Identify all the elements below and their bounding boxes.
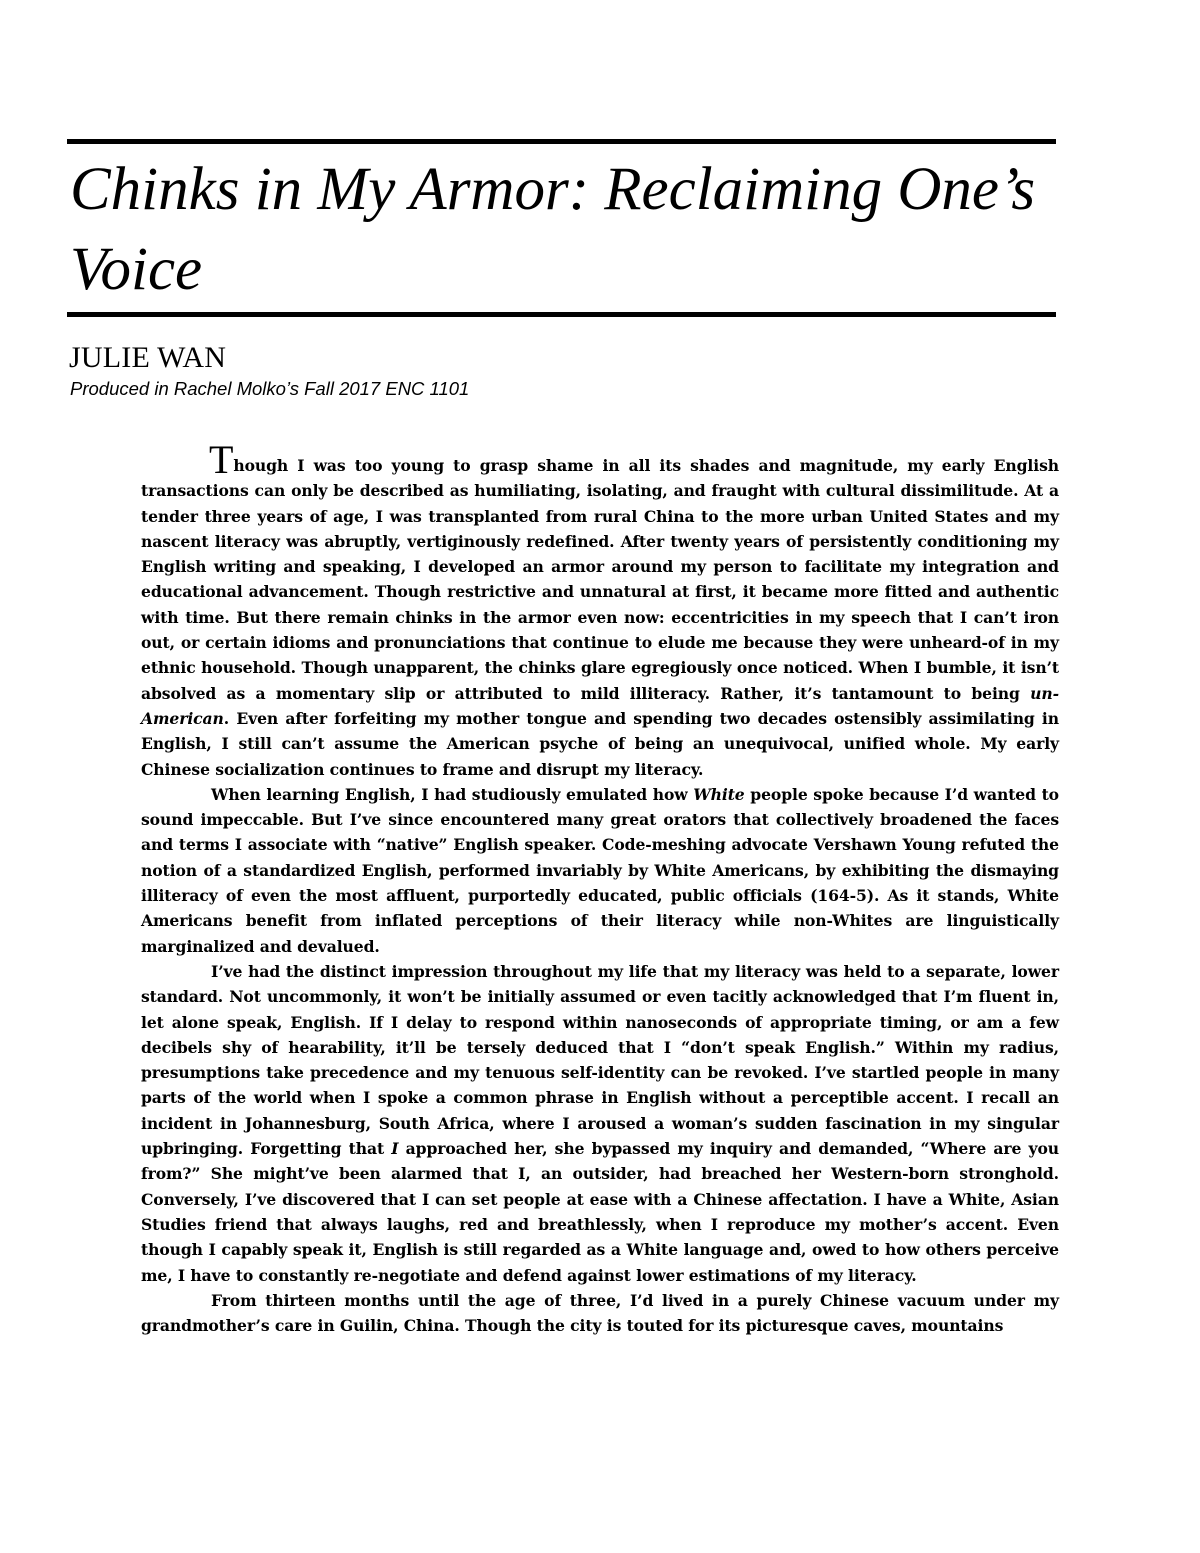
drop-cap: T [209, 437, 234, 482]
article-body [141, 437, 1059, 1338]
author-name: JULIE WAN [69, 341, 227, 374]
paragraph-1-emphasis: un-American [141, 683, 1059, 728]
paragraph-1-text-b: . Even after forfeiting my mother tongue and spending two decades ostensibly assimilating in English, I still can’t assume the American psyche of being an unequivocal, unified whole. My early Chinese socialization continues to frame and disrupt my literacy. [141, 708, 1059, 779]
paragraph-2-emphasis: White [693, 784, 745, 804]
paragraph-3-emphasis: I [391, 1139, 399, 1159]
title-top-rule [67, 139, 1056, 144]
paragraph-2-text-b: people spoke because I’d wanted to sound impeccable. But I’ve since encountered many great orators that collectively broadened the faces and terms I associate with “native” English speaker. Code-meshing advocate Vershawn Young refuted the notion of a standardized English, performed invariably by White Americans, by exhibiting the dismaying illiteracy of even the most affluent, purportedly educated, public officials (164-5). As it stands, White Americans benefit from inflated perceptions of their literacy while non-Whites are linguistically marginalized and devalued. [141, 784, 1059, 956]
paragraph-4 [141, 1288, 1059, 1339]
paragraph-1-text-a: hough I was too young to grasp shame in all its shades and magnitude, my early English transactions can only be described as humiliating, isolating, and fraught with cultural dissimilitude. At a tender three years of age, I was transplanted from rural China to the more urban United States and my nascent literacy was abruptly, vertiginously redefined. After twenty years of persistently conditioning my English writing and speaking, I developed an armor around my person to facilitate my integration and educational advancement. Though restrictive and unnatural at first, it became more fitted and authentic with time. But there remain chinks in the armor even now: eccentricities in my speech that I can’t iron out, or certain idioms and pronunciations that continue to elude me because they were unheard-of in my ethnic household. Though unapparent, the chinks glare egregiously once noticed. When I bumble, it isn’t absolved as a momentary slip or attributed to mild illiteracy. Rather, it’s tantamount to being [141, 456, 1059, 703]
paragraph-1 [141, 437, 1059, 782]
paragraph-2-text-a: When learning English, I had studiously emulated how [211, 784, 694, 804]
article-title: Chinks in My Armor: Reclaiming One’s Voice [70, 156, 1036, 303]
paragraph-2 [141, 782, 1059, 959]
paragraph-3 [141, 959, 1059, 1288]
paragraph-3-text-b: approached her, she bypassed my inquiry and demanded, “Where are you from?” She might’ve been alarmed that I, an outsider, had breached her Western-born stronghold. Conversely, I’ve discovered that I can set people at ease with a Chinese affectation. I have a White, Asian Studies friend that always laughs, red and breathlessly, when I reproduce my mother’s accent. Even though I capably speak it, English is still regarded as a White language and, owed to how others perceive me, I have to constantly re-negotiate and defend against lower estimations of my literacy. [141, 1139, 1059, 1285]
course-note: Produced in Rachel Molko’s Fall 2017 ENC 1101 [70, 378, 470, 399]
paragraph-4-text: From thirteen months until the age of three, I’d lived in a purely Chinese vacuum under my grandmother’s care in Guilin, China. Though the city is touted for its picturesque caves, mountains [141, 1290, 1059, 1336]
paragraph-3-text-a: I’ve had the distinct impression throughout my life that my literacy was held to a separate, lower standard. Not uncommonly, it won’t be initially assumed or even tacitly acknowledged that I’m fluent in, let alone speak, English. If I delay to respond within nanoseconds of appropriate timing, or am a few decibels shy of hearability, it’ll be tersely deduced that I “don’t speak English.” Within my radius, presumptions take precedence and my tenuous self-identity can be revoked. I’ve startled people in many parts of the world when I spoke a common phrase in English without a perceptible accent. I recall an incident in Johannesburg, South Africa, where I aroused a woman’s sudden fascination in my singular upbringing. Forgetting that [141, 961, 1059, 1159]
title-bottom-rule [67, 312, 1056, 317]
